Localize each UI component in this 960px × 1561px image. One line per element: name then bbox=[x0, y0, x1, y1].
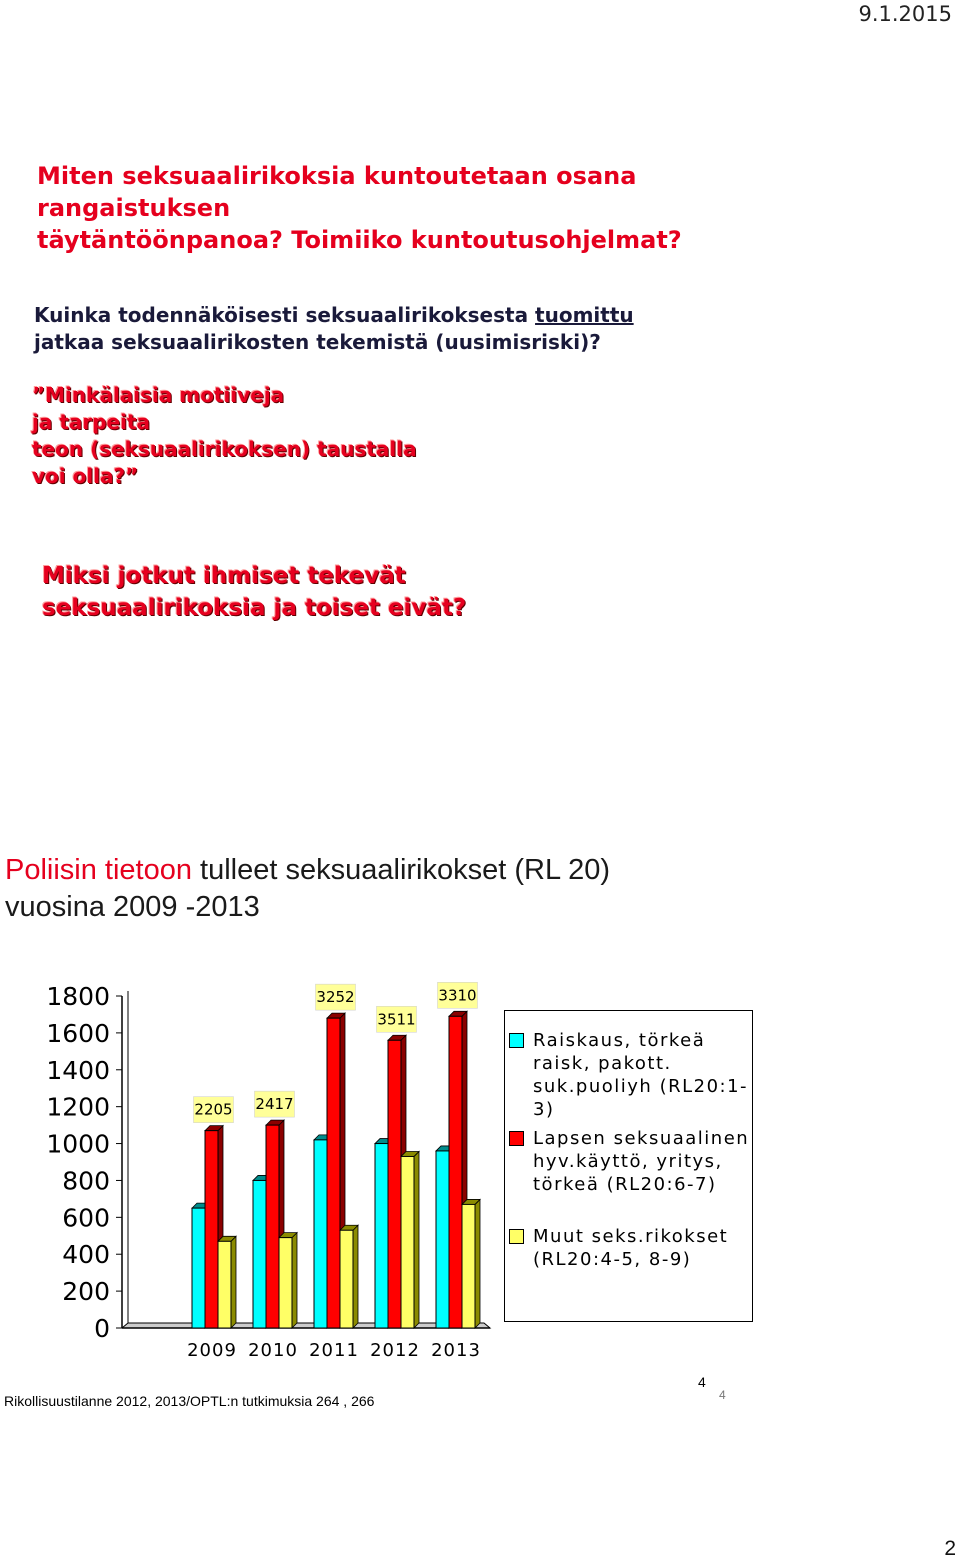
y-tick-label: 1800 bbox=[46, 982, 110, 1011]
q3-line: teon (seksuaalirikoksen) taustalla bbox=[32, 437, 417, 461]
q1-line: rangaistuksen bbox=[37, 194, 231, 222]
legend-swatch-red bbox=[509, 1131, 524, 1146]
bar bbox=[279, 1238, 292, 1328]
bar-side bbox=[475, 1199, 480, 1328]
x-tick-label: 2011 bbox=[309, 1340, 359, 1361]
q1-line: täytäntöönpanoa? Toimiiko kuntoutusohjelmat? bbox=[37, 226, 682, 254]
q3-line: voi olla?” bbox=[32, 464, 139, 488]
slide-title-line2: vuosina 2009 -2013 bbox=[5, 891, 260, 923]
question-recidivism bbox=[34, 302, 634, 356]
y-tick-label: 1000 bbox=[46, 1129, 110, 1159]
total-label: 3252 bbox=[316, 988, 355, 1007]
y-tick-label: 1200 bbox=[46, 1092, 110, 1122]
bar-side bbox=[353, 1225, 358, 1328]
bar bbox=[266, 1125, 279, 1328]
bar bbox=[462, 1204, 475, 1328]
bar bbox=[192, 1208, 205, 1328]
total-label: 2417 bbox=[255, 1095, 294, 1114]
total-label: 3310 bbox=[438, 986, 477, 1005]
q3-line: ja tarpeita bbox=[32, 410, 151, 434]
bar bbox=[340, 1230, 353, 1328]
legend-label: Lapsen seksuaalinen hyv.käyttö, yritys, törkeä (RL20:6-7) bbox=[533, 1128, 750, 1195]
q2-line2: jatkaa seksuaalirikosten tekemistä (uusimisriski)? bbox=[34, 330, 601, 354]
slide-title-rest: tulleet seksuaalirikokset (RL 20) bbox=[192, 854, 610, 886]
page-number: 2 bbox=[944, 1537, 956, 1560]
bar bbox=[401, 1156, 414, 1328]
y-tick-label: 200 bbox=[62, 1277, 110, 1307]
bar-side bbox=[231, 1236, 236, 1328]
y-tick-label: 1400 bbox=[46, 1055, 110, 1085]
legend-label: Muut seks.rikokset (RL20:4-5, 8-9) bbox=[533, 1226, 729, 1270]
bar-chart bbox=[0, 970, 500, 1370]
source-note: Rikollisuustilanne 2012, 2013/OPTL:n tutkimuksia 264 , 266 bbox=[4, 1393, 375, 1409]
bar bbox=[205, 1131, 218, 1328]
x-tick-label: 2009 bbox=[187, 1340, 237, 1361]
q3-line: ”Minkälaisia motiiveja bbox=[32, 383, 285, 407]
q2-underlined-word: tuomittu bbox=[535, 303, 634, 327]
slide-number: 4 bbox=[698, 1374, 706, 1390]
y-tick-label: 800 bbox=[62, 1166, 110, 1196]
slide-number-grey: 4 bbox=[719, 1388, 726, 1402]
slide-title-red: Poliisin tietoon bbox=[5, 854, 192, 886]
y-tick-label: 400 bbox=[62, 1240, 110, 1270]
legend-swatch-yellow bbox=[509, 1229, 524, 1244]
bar bbox=[327, 1018, 340, 1328]
bar bbox=[375, 1144, 388, 1328]
x-tick-label: 2013 bbox=[431, 1340, 481, 1361]
header-date: 9.1.2015 bbox=[858, 2, 952, 26]
bar bbox=[449, 1016, 462, 1328]
bar-side bbox=[292, 1233, 297, 1328]
slide-title bbox=[5, 852, 610, 926]
bar bbox=[388, 1040, 401, 1328]
total-label: 3511 bbox=[377, 1010, 416, 1029]
q4-line: Miksi jotkut ihmiset tekevät bbox=[42, 563, 406, 589]
y-tick-label: 600 bbox=[62, 1203, 110, 1233]
slide-title-line1 bbox=[5, 852, 610, 889]
question-rehabilitation bbox=[37, 160, 682, 256]
chart-legend bbox=[504, 1010, 753, 1322]
bar bbox=[436, 1151, 449, 1328]
question-why bbox=[42, 560, 466, 624]
legend-label: Raiskaus, törkeä raisk, pakott. suk.puoliyh (RL20:1-3) bbox=[533, 1030, 749, 1120]
bar bbox=[218, 1241, 231, 1328]
bar bbox=[314, 1140, 327, 1328]
bar-side bbox=[414, 1151, 419, 1328]
bar bbox=[253, 1180, 266, 1328]
x-tick-label: 2012 bbox=[370, 1340, 420, 1361]
y-tick-label: 0 bbox=[94, 1314, 110, 1343]
q4-line: seksuaalirikoksia ja toiset eivät? bbox=[42, 595, 467, 621]
y-tick-label: 1600 bbox=[46, 1018, 110, 1048]
total-label: 2205 bbox=[194, 1100, 233, 1119]
q1-line: Miten seksuaalirikoksia kuntoutetaan osana bbox=[37, 162, 637, 190]
question-motives bbox=[32, 382, 417, 490]
q2-line1-text: Kuinka todennäköisesti seksuaalirikoksesta bbox=[34, 303, 536, 327]
x-tick-label: 2010 bbox=[248, 1340, 298, 1361]
q2-line1 bbox=[34, 302, 634, 329]
legend-swatch-cyan bbox=[509, 1033, 524, 1048]
